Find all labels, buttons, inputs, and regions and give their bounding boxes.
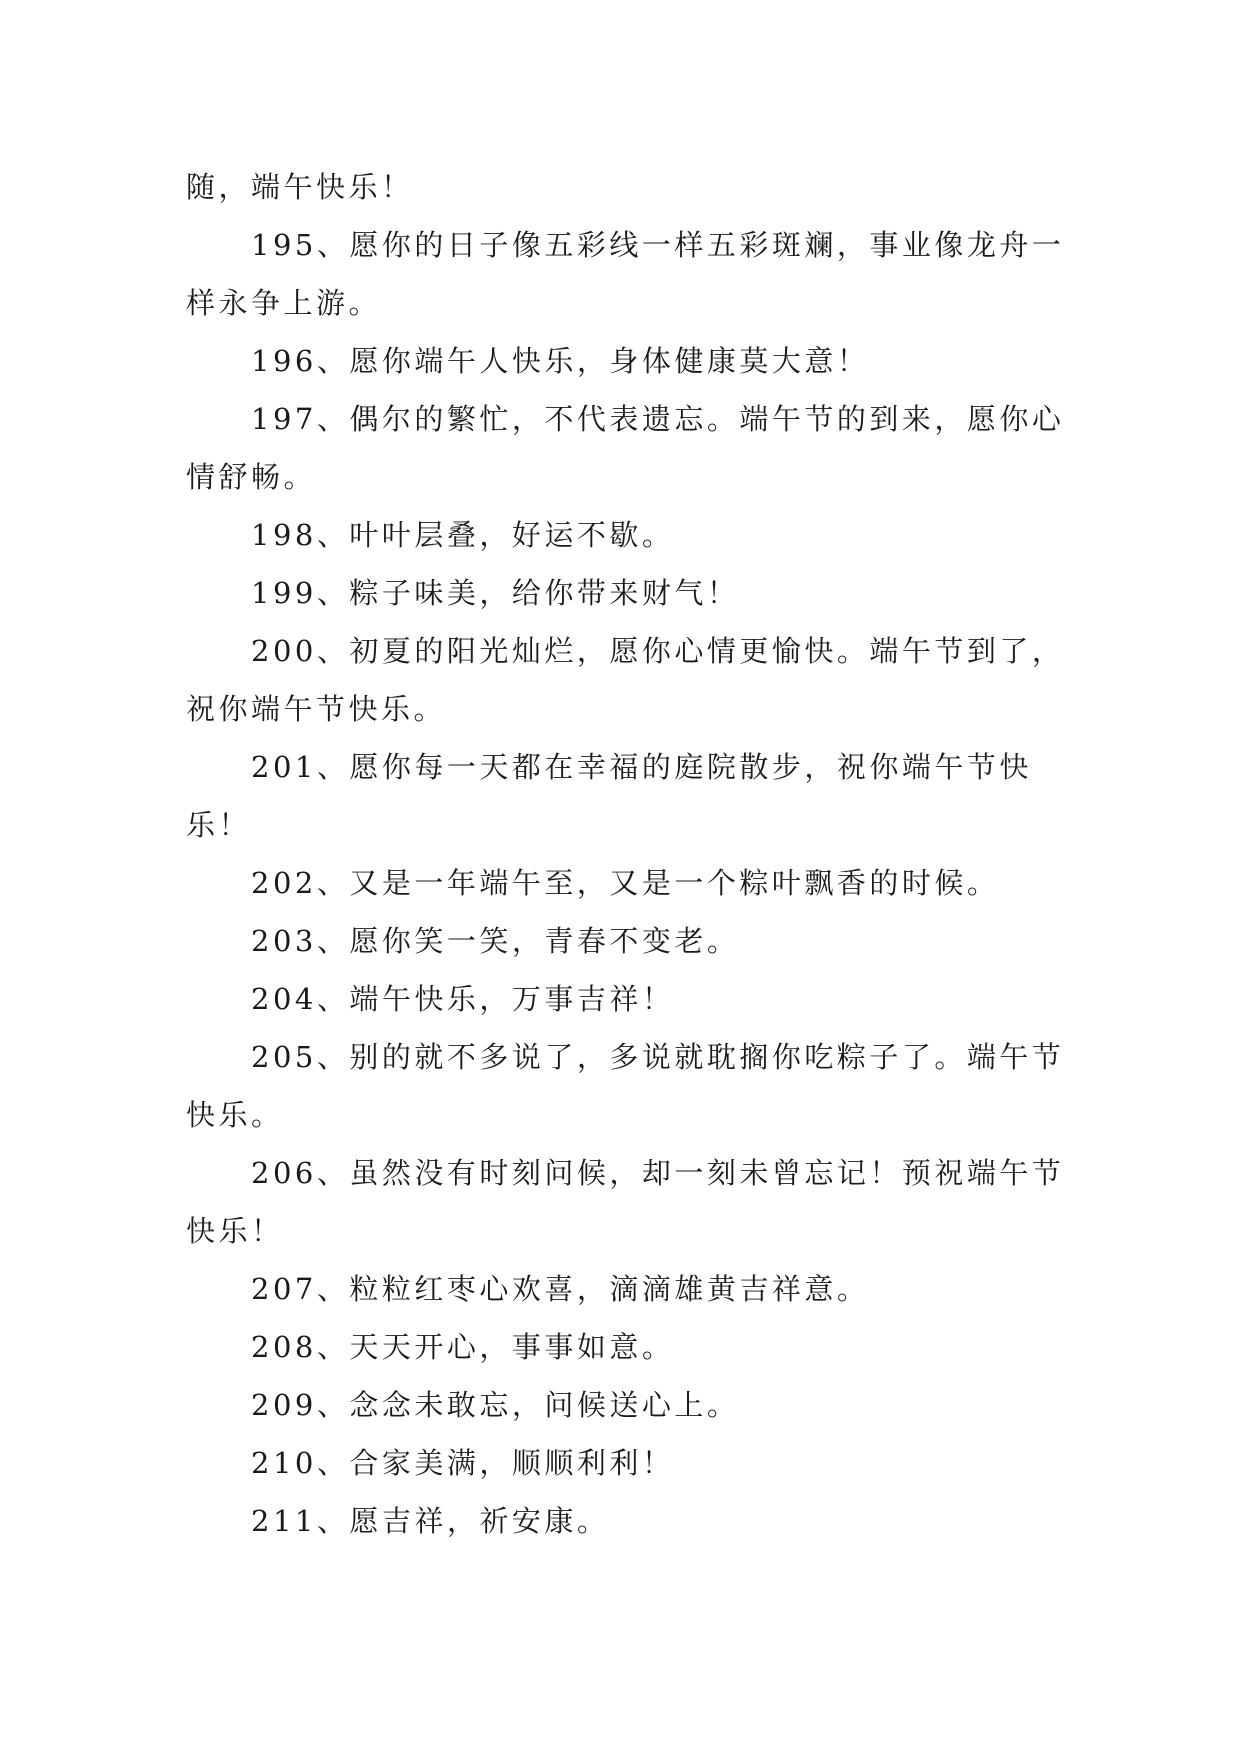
paragraph-209: 209、念念未敢忘，问候送心上。 — [251, 1388, 740, 1422]
paragraph-200: 200、初夏的阳光灿烂，愿你心情更愉快。端午节到了，祝你端午节快乐。 — [186, 634, 1065, 726]
paragraph-195: 195、愿你的日子像五彩线一样五彩斑斓，事业像龙舟一样永争上游。 — [186, 228, 1065, 320]
paragraph-202: 202、又是一年端午至，又是一个粽叶飘香的时候。 — [251, 866, 1000, 900]
paragraph-206: 206、虽然没有时刻问候，却一刻未曾忘记！预祝端午节快乐！ — [186, 1156, 1065, 1248]
paragraph-continuation: 随，端午快乐！ — [186, 170, 414, 204]
document-body — [186, 158, 1066, 1550]
paragraph-205: 205、别的就不多说了，多说就耽搁你吃粽子了。端午节快乐。 — [186, 1040, 1065, 1132]
paragraph-199: 199、粽子味美，给你带来财气！ — [251, 576, 740, 610]
paragraph-208: 208、天天开心，事事如意。 — [251, 1330, 675, 1364]
paragraph-196: 196、愿你端午人快乐，身体健康莫大意！ — [251, 344, 870, 378]
paragraph-198: 198、叶叶层叠，好运不歇。 — [251, 518, 675, 552]
paragraph-204: 204、端午快乐，万事吉祥！ — [251, 982, 675, 1016]
paragraph-203: 203、愿你笑一笑，青春不变老。 — [251, 924, 740, 958]
paragraph-197: 197、偶尔的繁忙，不代表遗忘。端午节的到来，愿你心情舒畅。 — [186, 402, 1065, 494]
paragraph-210: 210、合家美满，顺顺利利！ — [251, 1446, 675, 1480]
paragraph-211: 211、愿吉祥，祈安康。 — [251, 1504, 610, 1538]
paragraph-207: 207、粒粒红枣心欢喜，滴滴雄黄吉祥意。 — [251, 1272, 870, 1306]
paragraph-201: 201、愿你每一天都在幸福的庭院散步，祝你端午节快乐！ — [186, 750, 1032, 842]
